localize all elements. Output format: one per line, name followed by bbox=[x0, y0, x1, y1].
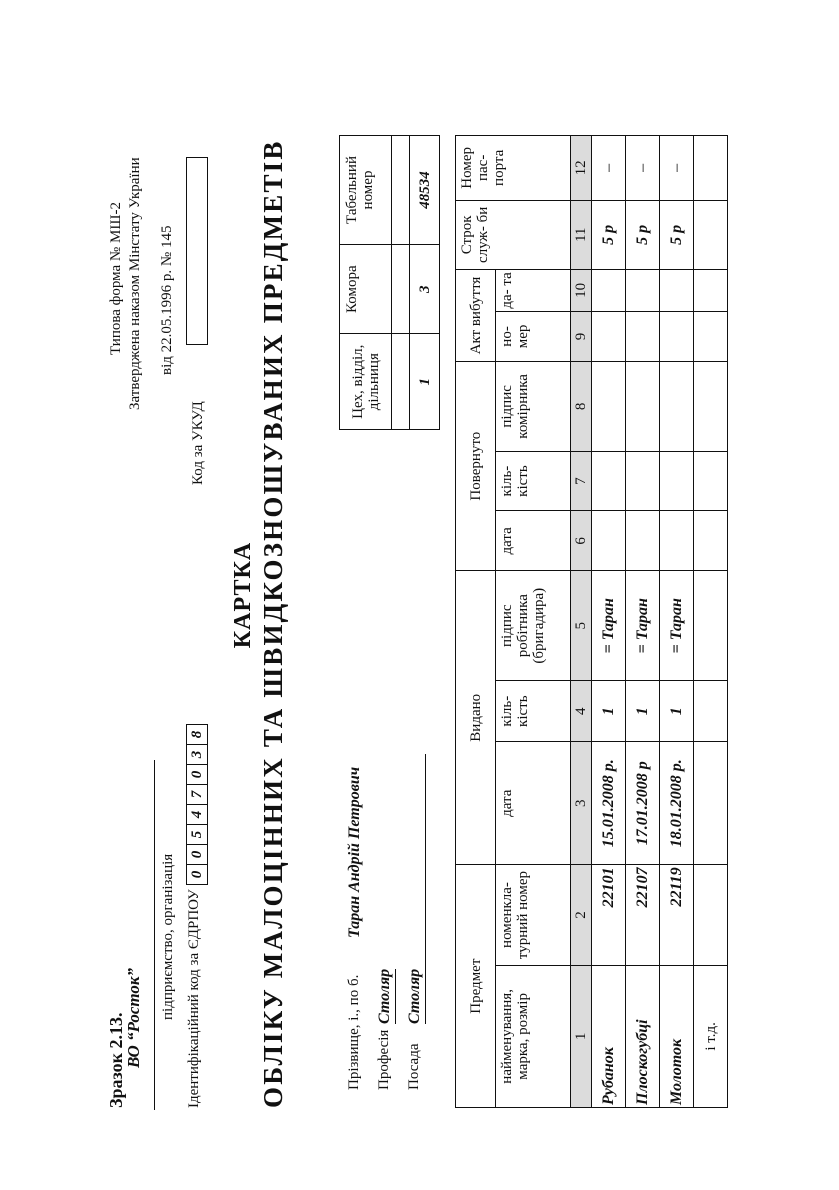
empty-cell bbox=[626, 362, 660, 452]
empty-cell bbox=[592, 311, 626, 361]
col-number: 3 bbox=[571, 742, 592, 865]
item-issue-qty: 1 bbox=[660, 681, 694, 742]
edrpou-digit: 7 bbox=[187, 784, 207, 804]
item-name: Молоток bbox=[660, 965, 694, 1107]
item-issue-qty: 1 bbox=[592, 681, 626, 742]
profession-value: Столяр bbox=[376, 968, 393, 1024]
col-number: 11 bbox=[571, 200, 592, 269]
empty-cell bbox=[660, 511, 694, 571]
form-approved: Затверджена наказом Мінстату України bbox=[127, 157, 143, 410]
sub-issue-date: дата bbox=[496, 742, 571, 865]
position-label: Посада bbox=[406, 1043, 422, 1090]
item-passport: – bbox=[592, 136, 626, 201]
profession-label: Професія bbox=[376, 1029, 392, 1090]
position-underline bbox=[425, 754, 426, 1024]
title-card: КАРТКА bbox=[230, 541, 256, 649]
group-issued: Видано bbox=[456, 571, 496, 865]
item-nom-number: 22101 bbox=[592, 865, 626, 965]
value-storage: 3 bbox=[410, 244, 440, 333]
empty-cell bbox=[694, 865, 728, 965]
item-issue-date: 15.01.2008 р. bbox=[592, 742, 626, 865]
item-service-term: 5 р bbox=[592, 200, 626, 269]
edrpou-digit: 3 bbox=[187, 744, 207, 764]
empty-cell bbox=[694, 200, 728, 269]
ukud-label: Код за УКУД bbox=[190, 401, 206, 485]
item-name: Рубанок bbox=[592, 965, 626, 1107]
sub-nom-number: номенкла- турний номер bbox=[496, 865, 571, 965]
ukud-code-box bbox=[186, 157, 208, 345]
main-table bbox=[455, 135, 728, 1108]
organization-name: ВО “Росток” bbox=[124, 968, 143, 1068]
form-number: Типова форма № МШ-2 bbox=[108, 202, 124, 355]
header-tab-number: Табельний номер bbox=[340, 136, 392, 245]
spacer-cell bbox=[392, 136, 410, 245]
empty-cell bbox=[592, 451, 626, 511]
edrpou-digit: 0 bbox=[187, 844, 207, 864]
empty-cell bbox=[694, 311, 728, 361]
col-number: 6 bbox=[571, 511, 592, 571]
edrpou-label: Ідентифікаційний код за ЄДРПОУ bbox=[186, 889, 202, 1108]
empty-cell bbox=[626, 511, 660, 571]
item-passport: – bbox=[660, 136, 694, 201]
col-number: 5 bbox=[571, 571, 592, 681]
edrpou-digit: 0 bbox=[187, 764, 207, 784]
value-tab-number: 48534 bbox=[410, 136, 440, 245]
item-issue-qty: 1 bbox=[626, 681, 660, 742]
item-issue-date: 17.01.2008 р bbox=[626, 742, 660, 865]
empty-cell bbox=[694, 511, 728, 571]
name-label: Прізвище, і., по б. bbox=[346, 974, 362, 1090]
empty-cell bbox=[694, 681, 728, 742]
spacer-cell bbox=[392, 334, 410, 430]
name-value: Таран Андрій Петрович bbox=[346, 766, 363, 938]
sub-keeper-sign: підпис комірника bbox=[496, 362, 571, 452]
item-nom-number: 22119 bbox=[660, 865, 694, 965]
sub-name: найменування, марка, розмір bbox=[496, 965, 571, 1107]
col-number: 1 bbox=[571, 965, 592, 1107]
empty-cell bbox=[626, 311, 660, 361]
title-main: ОБЛІКУ МАЛОЦІННИХ ТА ШВИДКОЗНОШУВАНИХ ПРЕДМЕТІВ bbox=[258, 139, 288, 1108]
empty-cell bbox=[694, 742, 728, 865]
col-number: 8 bbox=[571, 362, 592, 452]
item-nom-number: 22107 bbox=[626, 865, 660, 965]
empty-cell bbox=[626, 269, 660, 311]
sub-act-date: да- та bbox=[496, 269, 571, 311]
item-service-term: 5 р bbox=[626, 200, 660, 269]
sub-act-number: но- мер bbox=[496, 311, 571, 361]
group-returned: Повернуто bbox=[456, 362, 496, 571]
profession-underline bbox=[395, 969, 396, 1024]
position-value: Столяр bbox=[406, 968, 423, 1024]
item-passport: – bbox=[626, 136, 660, 201]
edrpou-digit: 5 bbox=[187, 824, 207, 844]
empty-cell bbox=[592, 362, 626, 452]
header-workshop: Цех, відділ, дільниця bbox=[340, 334, 392, 430]
sample-label: Зразок 2.13. bbox=[106, 1012, 126, 1108]
item-name: Плоскогубці bbox=[626, 965, 660, 1107]
item-service-term: 5 р bbox=[660, 200, 694, 269]
col-number: 7 bbox=[571, 451, 592, 511]
item-worker-sign: = Таран bbox=[660, 571, 694, 681]
info-table bbox=[339, 135, 440, 430]
edrpou-digit: 0 bbox=[187, 864, 207, 884]
group-subject: Предмет bbox=[456, 865, 496, 1108]
empty-cell bbox=[592, 511, 626, 571]
sub-return-date: дата bbox=[496, 511, 571, 571]
sub-worker-sign: підпис робітника (бригадира) bbox=[496, 571, 571, 681]
edrpou-code bbox=[186, 724, 208, 885]
col-number: 9 bbox=[571, 311, 592, 361]
empty-cell bbox=[694, 362, 728, 452]
group-service-term: Строк служ- би bbox=[456, 200, 571, 269]
empty-cell bbox=[694, 571, 728, 681]
empty-cell bbox=[660, 451, 694, 511]
empty-cell bbox=[592, 269, 626, 311]
col-number: 4 bbox=[571, 681, 592, 742]
org-underline bbox=[154, 760, 155, 1110]
etc-label: і т.д. bbox=[694, 965, 728, 1107]
col-number: 2 bbox=[571, 865, 592, 965]
col-number: 10 bbox=[571, 269, 592, 311]
spacer-cell bbox=[392, 244, 410, 333]
empty-cell bbox=[694, 269, 728, 311]
org-caption: підприємство, організація bbox=[160, 853, 176, 1020]
sub-return-qty: кіль- кість bbox=[496, 451, 571, 511]
form-date: від 22.05.1996 р. № 145 bbox=[159, 225, 175, 375]
group-passport-number: Номер пас- порта bbox=[456, 136, 571, 201]
empty-cell bbox=[626, 451, 660, 511]
col-number: 12 bbox=[571, 136, 592, 201]
table-row bbox=[660, 136, 694, 1108]
empty-cell bbox=[660, 269, 694, 311]
sub-issue-qty: кіль- кість bbox=[496, 681, 571, 742]
table-row bbox=[626, 136, 660, 1108]
table-row bbox=[694, 136, 728, 1108]
edrpou-digit: 8 bbox=[188, 730, 205, 739]
header-storage: Комора bbox=[340, 244, 392, 333]
empty-cell bbox=[660, 311, 694, 361]
group-disposal-act: Акт вибуття bbox=[456, 269, 496, 361]
item-issue-date: 18.01.2008 р. bbox=[660, 742, 694, 865]
empty-cell bbox=[660, 362, 694, 452]
item-worker-sign: = Таран bbox=[626, 571, 660, 681]
value-workshop: 1 bbox=[410, 334, 440, 430]
item-worker-sign: = Таран bbox=[592, 571, 626, 681]
empty-cell bbox=[694, 136, 728, 201]
edrpou-digit: 4 bbox=[187, 804, 207, 824]
table-row bbox=[592, 136, 626, 1108]
empty-cell bbox=[694, 451, 728, 511]
